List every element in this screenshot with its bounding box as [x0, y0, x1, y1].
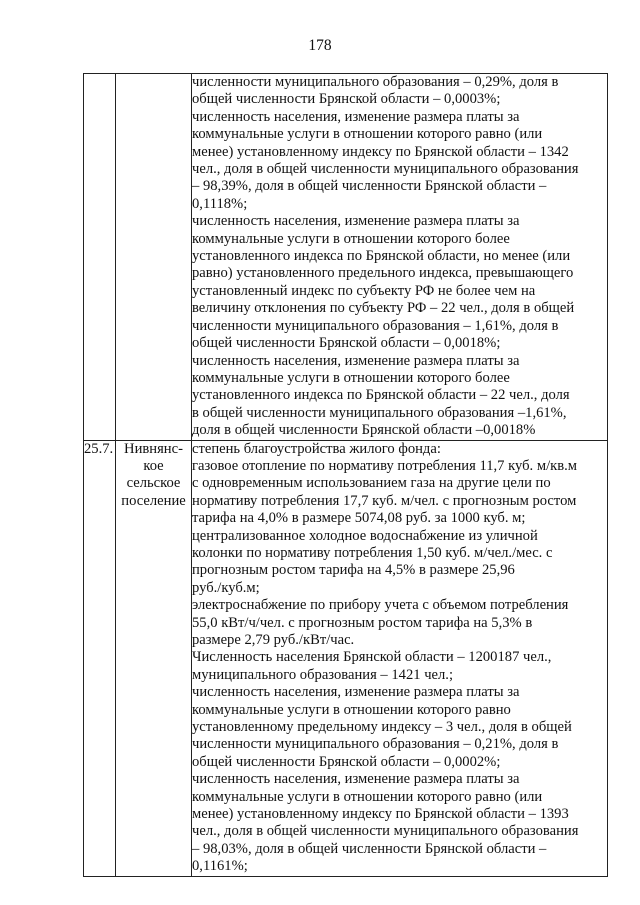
description-line: установленного индекса по Брянской области, но менее (или [192, 248, 571, 265]
description-line: общей численности Брянской области – 0,0002%; [192, 753, 501, 770]
description-line: чел., доля в общей численности муниципального образования [192, 161, 579, 178]
description-line: централизованное холодное водоснабжение из уличной [192, 527, 538, 544]
description-line: установленному предельному индексу – 3 чел., доля в общей [192, 719, 572, 736]
description-line: колонки по нормативу потребления 1,50 куб. м/чел./мес. с [192, 544, 553, 561]
settlement-name-cell [116, 440, 192, 876]
description-line: установленный индекс по субъекту РФ не более чем на [192, 282, 536, 299]
description-cell [192, 74, 608, 441]
table-body [84, 74, 608, 877]
description-line: установленного индекса по Брянской области – 22 чел., доля [192, 387, 570, 404]
description-line: общей численности Брянской области – 0,0003%; [192, 91, 501, 108]
description-line: коммунальные услуги в отношении которого более [192, 230, 510, 247]
description-line: степень благоустройства жилого фонда: [192, 440, 441, 457]
description-line: газовое отопление по нормативу потребления 11,7 куб. м/кв.м [192, 457, 577, 474]
description-line: численности муниципального образования – 0,29%, доля в [192, 74, 559, 90]
description-line: численность населения, изменение размера платы за [192, 213, 520, 230]
description-line: величину отклонения по субъекту РФ – 22 чел., доля в общей [192, 300, 575, 317]
description-line: в общей численности муниципального образования –1,61%, [192, 404, 567, 421]
table-row [84, 440, 608, 876]
description-cell [192, 440, 608, 876]
settlement-name-line: Нивнянс- [124, 440, 183, 457]
description-line: – 98,39%, доля в общей численности Брянской области – [192, 178, 547, 195]
description-line: коммунальные услуги в отношении которого более [192, 369, 510, 386]
description-line: численность населения, изменение размера платы за [192, 352, 520, 369]
description-line: с одновременным использованием газа на другие цели по [192, 475, 551, 492]
settlement-name-cell [116, 74, 192, 441]
description-line: тарифа на 4,0% в размере 5074,08 руб. за 1000 куб. м; [192, 510, 526, 527]
description-line: коммунальные услуги в отношении которого равно [192, 701, 511, 718]
description-line: руб./куб.м; [192, 579, 260, 596]
description-line: менее) установленному индексу по Брянской области – 1393 [192, 806, 569, 823]
description-line: численность населения, изменение размера платы за [192, 108, 520, 125]
description-line: 0,1118%; [192, 195, 248, 212]
table-row [84, 74, 608, 441]
description-line: чел., доля в общей численности муниципального образования [192, 823, 579, 840]
page-number: 178 [308, 37, 332, 54]
description-line: общей численности Брянской области – 0,0018%; [192, 335, 501, 352]
row-number-cell: 25.7. [84, 440, 116, 876]
description-line: менее) установленному индексу по Брянской области – 1342 [192, 143, 569, 160]
description-line: численности муниципального образования – 0,21%, доля в [192, 736, 559, 753]
description-line: 55,0 кВт/ч/чел. с прогнозным ростом тарифа на 5,3% в [192, 614, 533, 631]
description-line: равно) установленного предельного индекса, превышающего [192, 265, 574, 282]
description-line: численности муниципального образования – 1,61%, доля в [192, 317, 559, 334]
row-number-cell [84, 74, 116, 441]
description-line: численность населения, изменение размера платы за [192, 684, 520, 701]
settlement-name-line: поселение [121, 492, 186, 509]
settlement-name-line: сельское [126, 475, 181, 492]
description-line: Численность населения Брянской области – 1200187 чел., [192, 649, 552, 666]
description-line: муниципального образования – 1421 чел.; [192, 666, 454, 683]
description-line: – 98,03%, доля в общей численности Брянской области – [192, 840, 547, 857]
description-line: коммунальные услуги в отношении которого равно (или [192, 788, 543, 805]
description-line: нормативу потребления 17,7 куб. м/чел. с прогнозным ростом [192, 492, 577, 509]
description-line: коммунальные услуги в отношении которого равно (или [192, 126, 543, 143]
description-line: численность населения, изменение размера платы за [192, 771, 520, 788]
description-line: прогнозным ростом тарифа на 4,5% в размере 25,96 [192, 562, 515, 579]
municipal-data-table [83, 73, 608, 877]
settlement-name-line: кое [143, 457, 164, 474]
description-line: доля в общей численности Брянской области –0,0018% [192, 422, 536, 439]
description-line: размере 2,79 руб./кВт/час. [192, 632, 355, 648]
description-line: 0,1161%; [192, 858, 248, 875]
description-line: электроснабжение по прибору учета с объемом потребления [192, 597, 569, 614]
